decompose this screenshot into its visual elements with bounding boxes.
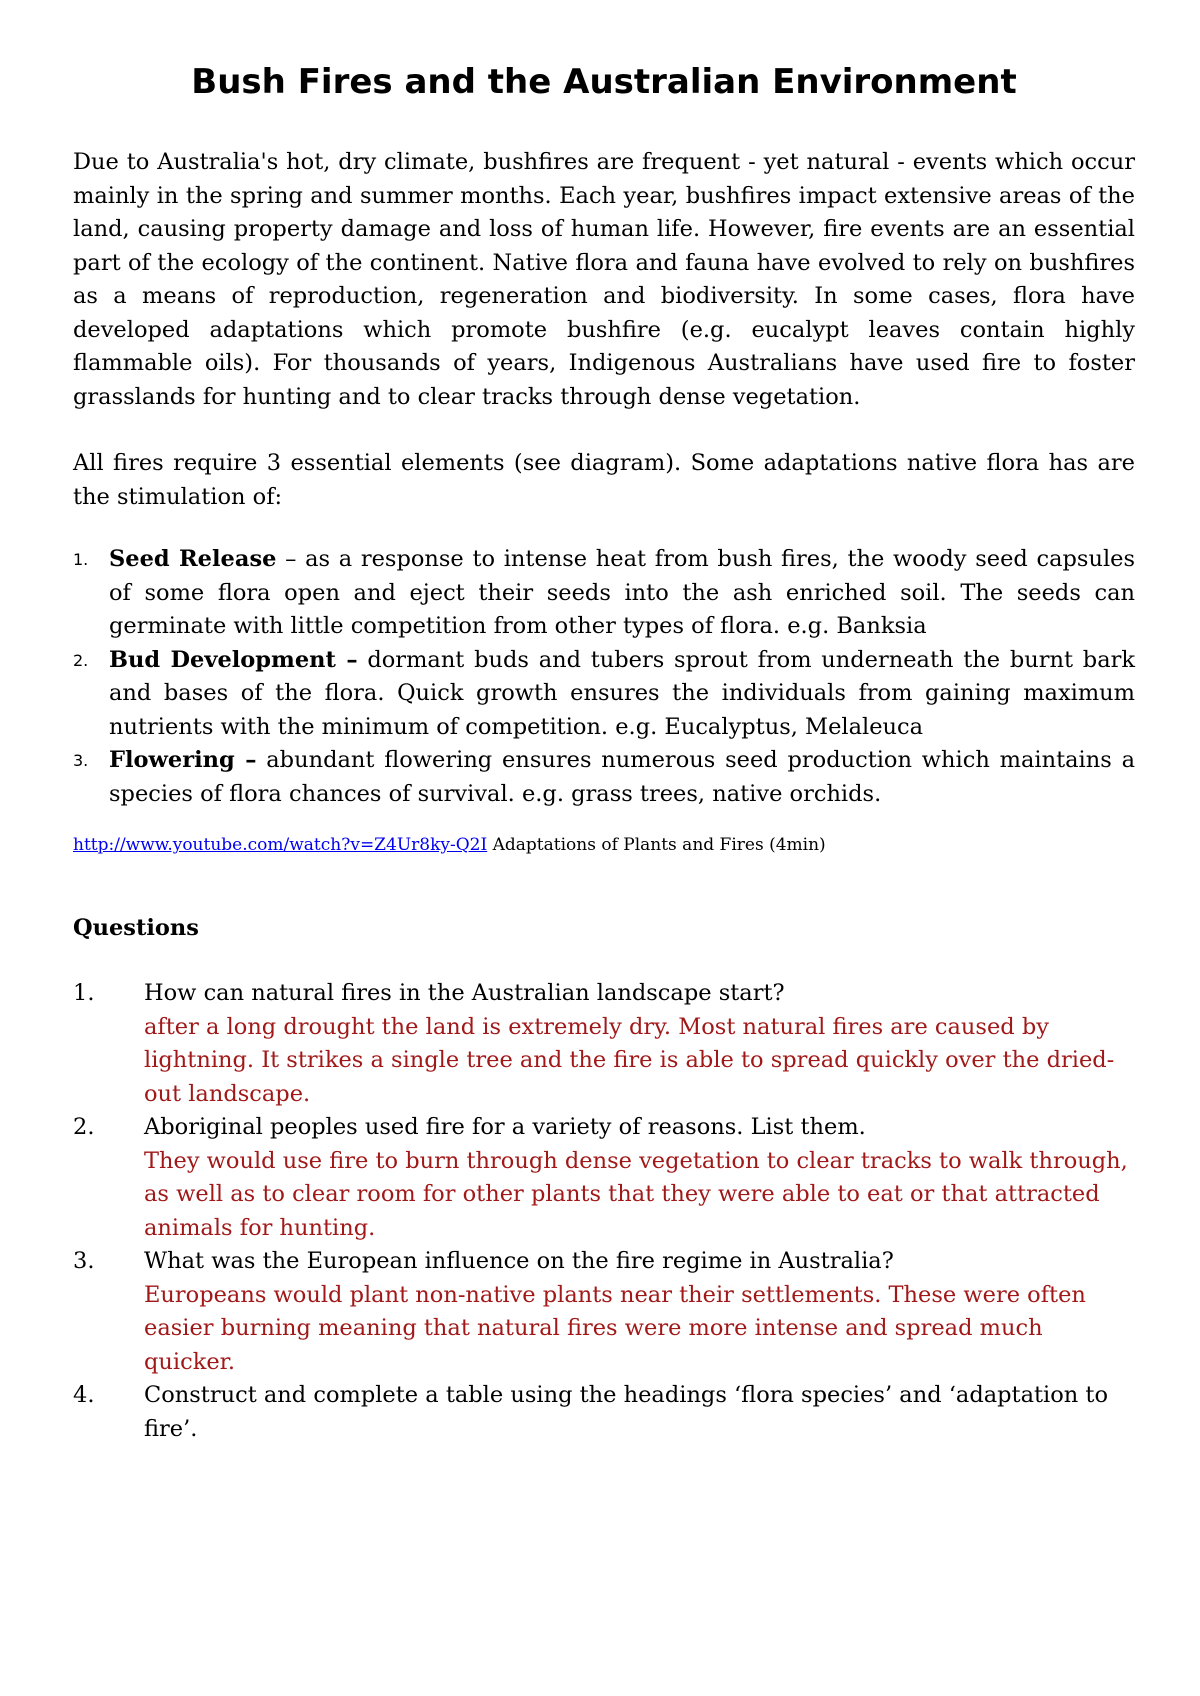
question-number: 4. [73, 1382, 95, 1408]
adaptation-term: Flowering – [109, 747, 257, 773]
video-reference [73, 833, 1135, 857]
question-number: 2. [73, 1114, 95, 1140]
adaptation-description: dormant buds and tubers sprout from underneath the burnt bark and bases of the flora. Quick growth ensures the individuals from gaining maximum nutrients with the minimum of competition. e.g. Eucalyptus, Melaleuca [109, 646, 1135, 740]
question-number: 3. [73, 1248, 95, 1274]
question-text: Construct and complete a table using the headings ‘flora species’ and ‘adaptation to fire’. [144, 1382, 1109, 1442]
questions-heading: Questions [73, 915, 199, 941]
list-number: 1. [73, 550, 89, 569]
questions-list [73, 977, 1135, 1446]
intro-paragraph: Due to Australia's hot, dry climate, bushfires are frequent - yet natural - events which occur mainly in the spring and summer months. Each year, bushfires impact extensive areas of the land, causing property damage and loss of human life. However, fire events are an essential part of the ecology of the continent. Native flora and fauna have evolved to rely on bushfires as a means of reproduction, regeneration and biodiversity. In some cases, flora have developed adaptations which promote bushfire (e.g. eucalypt leaves contain highly flammable oils). For thousands of years, Indigenous Australians have used fire to foster grasslands for hunting and to clear tracks through dense vegetation. [73, 149, 1135, 410]
adaptation-description: – as a response to intense heat from bush fires, the woody seed capsules of some flora open and eject their seeds into the ash enriched soil. The seeds can germinate with little competition from other types of flora. e.g. Banksia [109, 546, 1135, 639]
answer-text: They would use fire to burn through dense vegetation to clear tracks to walk through, as well as to clear room for other plants that they were able to eat or that attracted animals for hunting. [144, 1147, 1128, 1241]
list-number: 2. [73, 650, 89, 670]
question-text: How can natural fires in the Australian landscape start? [144, 980, 785, 1006]
document-page [73, 62, 1135, 1446]
list-item [73, 744, 1135, 811]
question-item [73, 1379, 1135, 1446]
adaptation-term: Bud Development – [109, 646, 358, 673]
question-item [73, 977, 1135, 1111]
adaptation-description: abundant flowering ensures numerous seed production which maintains a species of flora chances of survival. e.g. grass trees, native orchids. [109, 747, 1135, 807]
list-item [73, 543, 1135, 644]
question-text: Aboriginal peoples used fire for a variety of reasons. List them. [144, 1114, 866, 1140]
question-item [73, 1245, 1135, 1379]
question-item [73, 1111, 1135, 1245]
video-caption: Adaptations of Plants and Fires (4min) [487, 835, 826, 855]
document-title: Bush Fires and the Australian Environment [191, 62, 1017, 102]
answer-text: Europeans would plant non-native plants near their settlements. These were often easier burning meaning that natural fires were more intense and spread much quicker. [144, 1281, 1086, 1375]
video-link[interactable]: http://www.youtube.com/watch?v=Z4Ur8ky-Q2I [73, 835, 488, 855]
question-number: 1. [73, 980, 95, 1006]
list-item [73, 644, 1135, 745]
answer-text: after a long drought the land is extremely dry. Most natural fires are caused by lightning. It strikes a single tree and the fire is able to spread quickly over the dried-out landscape. [144, 1013, 1115, 1107]
elements-paragraph: All fires require 3 essential elements (see diagram). Some adaptations native flora has are the stimulation of: [73, 450, 1135, 510]
adaptations-list [73, 543, 1135, 811]
question-text: What was the European influence on the fire regime in Australia? [144, 1248, 894, 1274]
adaptation-term: Seed Release [109, 546, 277, 572]
list-number: 3. [73, 751, 89, 770]
